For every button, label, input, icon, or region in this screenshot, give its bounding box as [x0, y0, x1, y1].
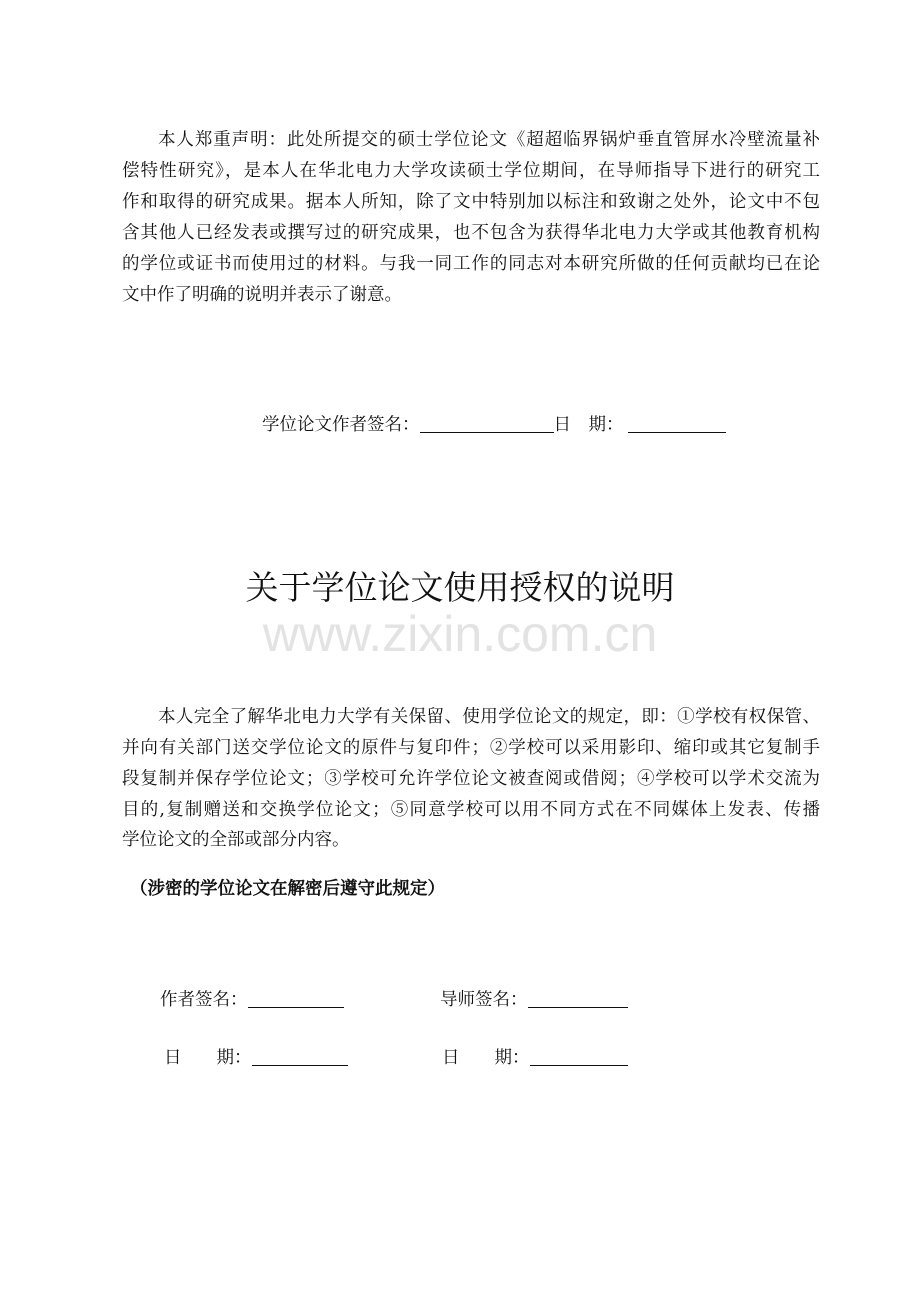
advisor-sign-row [440, 989, 628, 1011]
authorization-line: 本人完全了解华北电力大学有关保留、使用学位论文的规定，即：①学校有权保管、 [158, 707, 820, 727]
advisor-sign-blank [528, 991, 628, 1008]
author-date-row [164, 1047, 348, 1069]
watermark: www.zixin.com.cn [262, 606, 658, 662]
advisor-sign-label: 导师签名： [440, 990, 528, 1010]
authorization-line: 目的,复制赠送和交换学位论文；⑤同意学校可以用不同方式在不同媒体上发表、传播 [122, 800, 820, 820]
advisor-date-blank [530, 1049, 628, 1066]
authorization-line: 段复制并保存学位论文；③学校可允许学位论文被查阅或借阅；④学校可以学术交流为 [122, 769, 820, 789]
author-date-blank [252, 1049, 348, 1066]
advisor-date-row [442, 1047, 628, 1069]
advisor-date-label: 日 期： [442, 1048, 530, 1068]
author-signature-blank [420, 416, 554, 433]
date-blank [628, 416, 726, 433]
author-sign-row [160, 989, 344, 1011]
confidential-note: （涉密的学位论文在解密后遵守此规定） [130, 879, 445, 899]
author-sign-label: 作者签名： [160, 990, 248, 1010]
date-label: 日 期： [553, 415, 624, 435]
authorization-line: 学位论文的全部或部分内容。 [122, 830, 350, 850]
declaration-line: 的学位或证书而使用过的材料。与我一同工作的同志对本研究所做的任何贡献均已在论 [122, 254, 820, 274]
declaration-line: 文中作了明确的说明并表示了谢意。 [122, 285, 402, 305]
authorization-line: 并向有关部门送交学位论文的原件与复印件；②学校可以采用影印、缩印或其它复制手 [122, 738, 820, 758]
declaration-line: 偿特性研究》，是本人在华北电力大学攻读硕士学位期间，在导师指导下进行的研究工 [122, 161, 820, 181]
declaration-line: 本人郑重声明：此处所提交的硕士学位论文《超超临界锅炉垂直管屏水冷壁流量补 [158, 130, 820, 150]
signature-row [262, 414, 726, 436]
declaration-line: 作和取得的研究成果。据本人所知，除了文中特别加以标注和致谢之处外，论文中不包 [122, 192, 820, 212]
author-sign-blank [248, 991, 344, 1008]
author-date-label: 日 期： [164, 1048, 252, 1068]
section-title: 关于学位论文使用授权的说明 [245, 568, 675, 607]
author-signature-label: 学位论文作者签名： [262, 415, 420, 435]
declaration-line: 含其他人已经发表或撰写过的研究成果，也不包含为获得华北电力大学或其他教育机构 [122, 223, 820, 243]
